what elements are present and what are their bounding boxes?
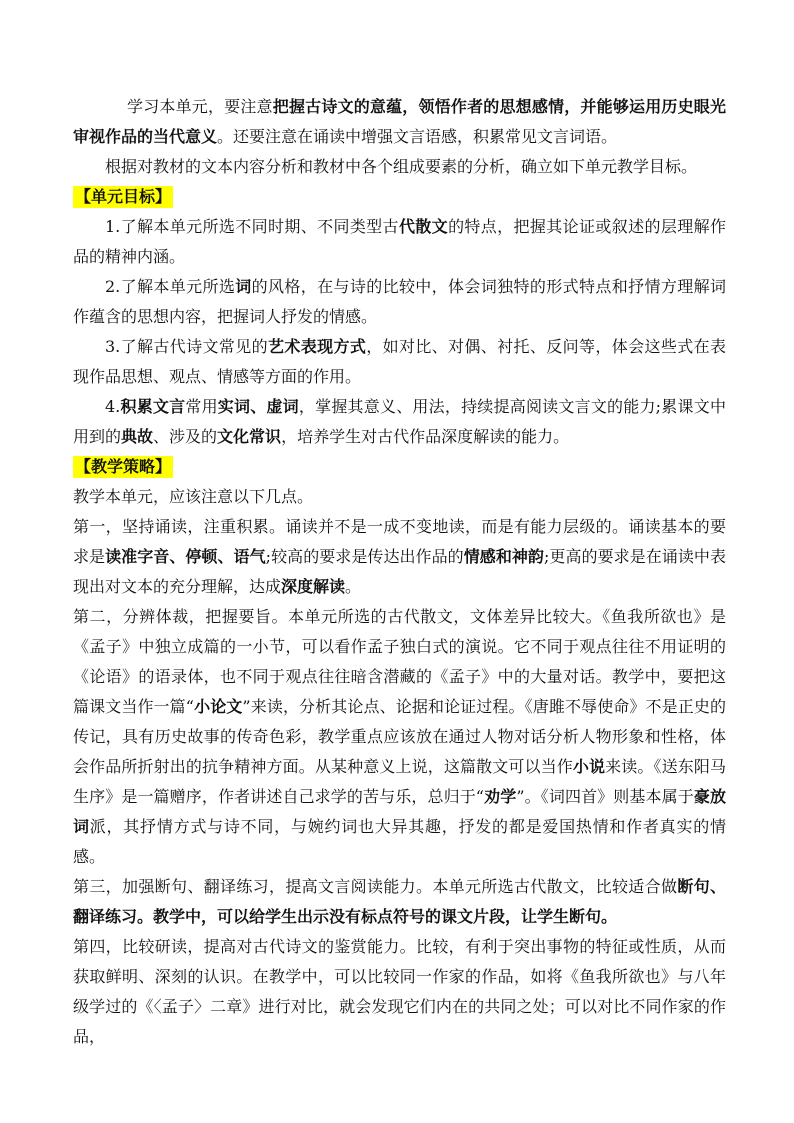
- strategy-text: 派，其抒情方式与诗不同，与婉约词也大异其趣，抒发的都是爱国热情和作者真实的情感。: [73, 817, 726, 866]
- goal-text: 2.了解本单元所选: [105, 277, 236, 296]
- strategy-emphasis: 断句、翻译练习。教学中，可以给学生出示没有标点符号的课文片段，让学生断句。: [73, 877, 726, 926]
- goal-emphasis: 词: [235, 277, 252, 296]
- unit-goals-heading-row: [73, 182, 726, 212]
- goal-text: 、涉及的: [153, 427, 218, 446]
- strategy-text: 第二，分辨体裁，把握要旨。本单元所选的古代散文，文体差异比较大。《鱼我所欲也》是《孟子》中独立成篇的一小节，可以看作孟子独白式的演说。它不同于观点往往不用证明的《论语》的语录体，也不同于观点往往暗含潜藏的《孟子》中的大量对话。教学中，要把这篇课文当作一篇“: [73, 607, 726, 716]
- goal-text: 常用: [185, 397, 218, 416]
- strategy-emphasis: 劝学: [483, 787, 517, 806]
- intro-paragraph-2: 根据对教材的文本内容分析和教材中各个组成要素的分析，确立如下单元教学目标。: [105, 157, 698, 176]
- strategy-point-4: 第四，比较研读，提高对古代诗文的鉴赏能力。比较，有利于突出事物的特征或性质，从而获取鲜明、深刻的认识。在教学中，可以比较同一作家的作品，如将《鱼我所欲也》与八年级学过的《〈孟子〉二章》进行对比，就会发现它们内在的共同之处；可以对比不同作家的作品，: [73, 937, 726, 1046]
- goal-text: 的特点，把握其论证或叙述的层理解作品的精神内涵。: [73, 217, 726, 266]
- goal-text: 1.了解本单元所选不同时期、不同类型古: [105, 217, 399, 236]
- strategy-heading: 【教学策略】: [75, 457, 172, 476]
- strategy-text: 。: [345, 577, 362, 596]
- strategy-text: ”。《词四首》则基本属于: [516, 787, 694, 806]
- unit-goals-heading: 【单元目标】: [75, 187, 172, 206]
- strategy-heading-row: [73, 452, 726, 482]
- goal-text: 4.: [105, 397, 121, 416]
- goal-emphasis: 典故: [121, 427, 154, 446]
- unit-goal-4: [73, 392, 726, 452]
- strategy-text: ;更高的要求是在诵读中表现出对文本的充分理解，达成: [73, 547, 726, 596]
- goal-text: 3.了解古代诗文常见的: [105, 337, 268, 356]
- strategy-text: 来读。《送东阳马生序》是一篇赠序，作者讲述自己求学的苦与乐，总归于“: [73, 757, 726, 806]
- goal-text: ，培养学生对古代作品深度解读的能力。: [281, 427, 570, 446]
- intro-text: 学习本单元，要注意: [127, 97, 273, 116]
- goal-emphasis: 积累文言: [120, 397, 186, 416]
- strategy-emphasis: 读准字音、停顿、语气: [105, 547, 266, 566]
- goal-emphasis: 实词、虚词: [217, 397, 299, 416]
- strategy-emphasis: 小论文: [193, 697, 243, 716]
- goal-text: ，掌握其意义、用法，持续提高阅读文言文的能力;累课文中用到的: [73, 397, 726, 446]
- strategy-text: 第三，加强断句、翻译练习，提高文言阅读能力。本单元所选古代散文，比较适合做: [73, 877, 678, 896]
- strategy-text: ;较高的要求是传达出作品的: [265, 547, 464, 566]
- strategy-emphasis: 小说: [572, 757, 606, 776]
- strategy-emphasis: 豪放词: [73, 787, 726, 836]
- goal-text: 的风格，在与诗的比较中，体会词独特的形式特点和抒情方理解词作蕴含的思想内容，把握词人抒发的情感。: [73, 277, 726, 326]
- strategy-emphasis: 情感和神韵: [463, 547, 544, 566]
- goal-emphasis: 代散文: [398, 217, 449, 236]
- intro-paragraph-1: [73, 92, 726, 152]
- intro-text-end: 。还要注意在诵读中增强文言语感，积累常见文言词语。: [217, 127, 618, 146]
- unit-goal-2: [73, 272, 726, 332]
- goal-text: ，如对比、对偶、衬托、反问等，体会这些式在表现作品思想、观点、情感等方面的作用。: [73, 337, 726, 386]
- strategy-text: ”来读，分析其论点、论据和论证过程。《唐雎不辱使命》不是正史的传记，具有历史故事的传奇色彩，教学重点应该放在通过人物对话分析人物形象和性格，体会作品所折射出的抗争精神方面。从某种意义上说，这篇散文可以当作: [73, 697, 726, 776]
- strategy-point-1: [73, 512, 726, 602]
- strategy-point-3: [73, 872, 726, 932]
- intro-emphasis: 把握古诗文的意蕴，领悟作者的思想感情，并能够运用历史眼光审视作品的当代意义: [73, 97, 726, 146]
- strategy-point-2: [73, 602, 726, 872]
- unit-goal-3: [73, 332, 726, 392]
- goal-emphasis: 文化常识: [217, 427, 282, 446]
- strategy-emphasis: 深度解读: [281, 577, 346, 596]
- unit-goal-1: [73, 212, 726, 272]
- strategy-text: 第一，坚持诵读，注重积累。诵读并不是一成不变地读，而是有能力层级的。诵读基本的要求是: [73, 517, 726, 566]
- strategy-intro: 教学本单元，应该注意以下几点。: [73, 487, 314, 506]
- goal-emphasis: 艺术表现方式: [267, 337, 367, 356]
